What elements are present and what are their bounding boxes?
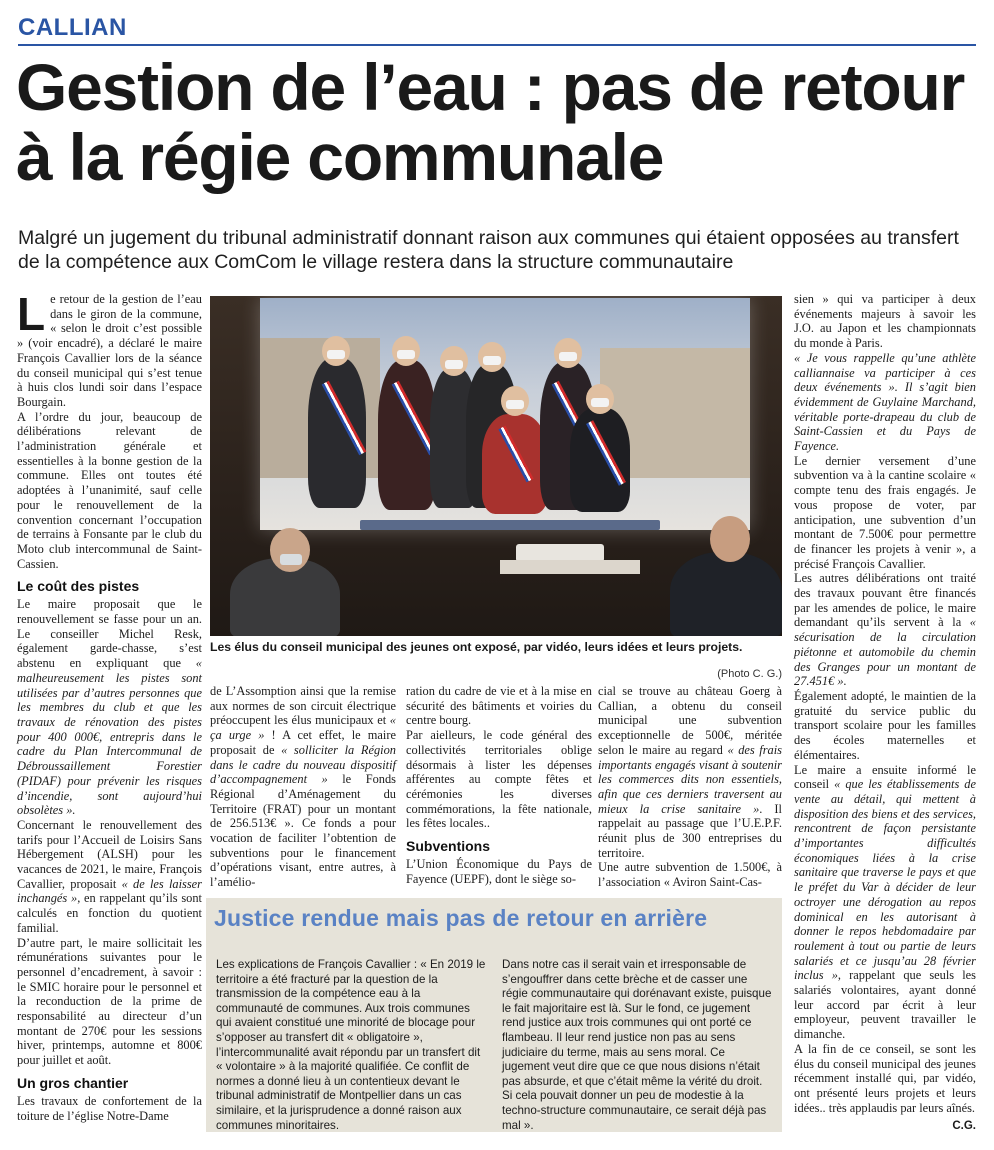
paragraph: L’Union Économique du Pays de Fayence (UEPF), dont le siège so-: [406, 857, 592, 886]
quote-run: « solliciter la Région dans le cadre du nouveau dispositif d’accompagnement »: [210, 742, 396, 787]
quote-run: « ça urge »: [210, 713, 396, 743]
quote-run: « des frais importants engagés visant à soutenir les commerces dits non essentiels, afin que ces derniers traversent au mieux la crise sanitaire »: [598, 742, 782, 816]
paragraph: [17, 597, 202, 818]
paragraph: D’autre part, le maire sollicitait les rémunérations suivantes pour le personnel d’encadrement, à savoir : le SMIC horaire pour le personnel et la reconduction de la prime de responsabilité au directeur d’un montant de 270€ pour les sessions hiver, printemps, automne et 800€ pour juillet et août.: [17, 935, 202, 1068]
article-column-2: [210, 684, 396, 890]
projection-screen: [260, 298, 750, 530]
photo-person-head: [710, 516, 750, 562]
paragraph: sien » qui va participer à deux événements majeurs à savoir les J.O. au Japon et les championnats du monde à Paris.: [794, 292, 976, 351]
quote-run: « malheureusement les pistes sont utilisées par d’autres personnes que les membres du club et que les travaux de rénovation des pistes pour 400 000€, entrepris dans le cadre du Plan Intercommunal de Débroussaillement Forestier (PIDAF) pour prévenir les risques d’incendie, sont aujourd’hui obsolètes ».: [17, 656, 202, 818]
paragraph: A la fin de ce conseil, se sont les élus du conseil municipal des jeunes récemment installé qui, par vidéo, ont présenté leurs projets et leurs idées.. très applaudis par leurs aînés.: [794, 1041, 976, 1115]
quote-run: « de les laisser inchangés »: [17, 876, 202, 906]
paragraph: Également adopté, le maintien de la gratuité du service public du transport scolaire pour les familles des écoles maternelles et élémentaires.: [794, 688, 976, 762]
author-signature: C.G.: [952, 1120, 976, 1133]
text-run: ! A cet effet, le maire proposait de: [210, 728, 396, 757]
photo-credit: (Photo C. G.): [717, 668, 782, 680]
paragraph: ration du cadre de vie et à la mise en sécurité des bâtiments et voiries du centre bourg.: [406, 684, 592, 728]
text-run: Concernant le renouvellement des tarifs pour l’Accueil de Loisirs Sans Hébergement (ALSH) pour les vacances de 2021, le maire, François Cavallier, proposait: [17, 817, 202, 891]
photo-mask: [327, 350, 345, 359]
subhead-cout-pistes: Le coût des pistes: [17, 578, 140, 595]
subhead-gros-chantier: Un gros chantier: [17, 1074, 129, 1091]
sidebar-box-text-right: Dans notre cas il serait vain et irresponsable de s’engouffrer dans cette brèche et de casser une régie communautaire qui dorénavant existe, puisque le fait majoritaire est là. Sur le fond, ce jugement rend justice aux trois communes qui ont porté ce flambeau. Il leur rend justice non pas au sens judiciaire du terme, mais au sens moral. Ce jugement veut dire que ce que nous disions n’était pas absurde, et que c’était même la vérité du droit. Si cela pouvait donner un peu de modestie à la techno-structure communautaire, ce serait déjà pas mal ».: [502, 958, 772, 1132]
photo-mask: [280, 554, 302, 565]
text-run: , en rappelant qu’ils sont calculés en fonction du quotient familial.: [17, 891, 202, 935]
article-column-1: [17, 288, 202, 1123]
photo-table: [500, 560, 640, 574]
photo-mask: [559, 352, 577, 361]
photo-mask: [445, 360, 463, 369]
paragraph: Le dernier versement d’une subvention va à la cantine scolaire « compte tenu des frais engagés. Je vous propose de voter, par anticipation, une subvention d’un montant de 7.500€ pour permettre de financer les projets à venir », a précisé François Cavallier.: [794, 453, 976, 571]
headline: Gestion de l’eau : pas de retour à la régie communale: [16, 50, 965, 194]
photo-person: [670, 552, 782, 636]
photo-caption: Les élus du conseil municipal des jeunes ont exposé, par vidéo, leurs idées et leurs projets.: [210, 640, 743, 654]
text-run: de L’Assomption ainsi que la remise aux normes de son circuit électrique préoccupent les élus municipaux et: [210, 684, 396, 728]
quote-run: « Je vous rappelle qu’une athlète calliannaise va participer à ces deux événements ». Il s’agit bien évidemment de Guylaine Marchand, véritable porte-drapeau du club de Saint-Cassien et du Pays de Fayence.: [794, 350, 976, 454]
sidebar-box-text-left: Les explications de François Cavallier : « En 2019 le territoire a été fracturé par la question de la transmission de la compétence eau à la communauté de communes. Aux trois communes qui avaient constitué une minorité de blocage pour s’opposer au transfert dit « obligatoire », l’intercommunalité avait répondu par un transfert dit « volontaire » à la majorité qualifiée. Ce conflit de normes a donné lieu à un contentieux devant le tribunal administratif de Montpellier dans un cas similaire, et la jurisprudence a donné raison aux communes minoritaires.: [216, 958, 486, 1132]
quote-run: « que les établissements de vente au détail, qui mettent à disposition des biens et des services, rencontrent de façon persistante d’importantes difficultés économiques liées à la crise sanitaire que traverse le pays et que le préfet du Var à décider de leur octroyer une dérogation au repos dominical en les autorisant à donner le repos hebdomadaire par roulement à tout ou partie de leurs salariés et ce jusqu’au 28 février inclus »: [794, 777, 976, 983]
article-column-4: [598, 684, 782, 890]
text-run: le Fonds Régional d’Aménagement du Territoire (FRAT) pour un montant de 256.513€ ». Ce fonds a pour vocation de faciliter l’obtention de subventions pour le financement d’opérations visant, entre autres, à l’amélio-: [210, 772, 396, 890]
photo-person-head: [270, 528, 310, 572]
drop-cap: L: [17, 288, 46, 340]
text-run: , rappelant que seuls les salariés volontaires, ayant donné leur accord par écrit à leur employeur, peuvent travailler le dimanche.: [794, 968, 976, 1042]
photo-mask: [483, 356, 501, 365]
section-label: CALLIAN: [18, 14, 127, 41]
article-column-3: [406, 684, 592, 886]
photo-mask: [591, 398, 609, 407]
paragraph: Les travaux de confortement de la toiture de l’église Notre-Dame: [17, 1093, 202, 1123]
text-run: Le maire a ensuite informé le conseil: [794, 762, 976, 792]
intro-paragraph: [17, 288, 202, 410]
text-run: cial se trouve au château Goerg à Callian, a obtenu du conseil municipal une subvention exceptionnelle de 500€, méritée selon le maire au regard: [598, 684, 782, 757]
photo-person: [482, 414, 548, 514]
article-column-5: [794, 292, 976, 1134]
paragraph: Par aielleurs, le code général des collectivités territoriales oblige désormais à lister les dépenses afférentes au compte fêtes et cérémonies les diverses commémorations, la fête nationale, les fêtes locales..: [406, 728, 592, 831]
photo-person: [308, 358, 366, 508]
paragraph: [794, 351, 976, 454]
subhead-subventions: Subventions: [406, 838, 491, 855]
top-rule: [18, 44, 976, 46]
photo-mask: [397, 350, 415, 359]
paragraph: Une autre subvention de 1.500€, à l’association « Aviron Saint-Cas-: [598, 860, 782, 890]
news-photo: [210, 296, 782, 636]
paragraph: [210, 684, 396, 890]
sidebar-box-title: Justice rendue mais pas de retour en arrière: [214, 905, 708, 931]
text-run: Le maire proposait que le renouvellement se fasse pour un an. Le conseiller Michel Resk, également garde-chasse, s’est abstenu en expliquant que: [17, 597, 202, 671]
video-player-bar: [360, 520, 660, 530]
paragraph: [794, 763, 976, 1042]
photo-person: [570, 408, 630, 512]
paragraph: A l’ordre du jour, beaucoup de délibérations relevant de l’administration générale et essentielles à la bonne gestion de la commune. Elles ont toutes été adoptées à l’unanimité, sauf celle pour le renouvellement de la convention concernant l’occupation de terrains à Fonsante par le club du Moto club intercommunal de Saint-Cassien.: [17, 409, 202, 571]
text-run: . Il rappelait au passage que l’U.E.P.F. réunit plus de 300 entreprises du territoire.: [598, 801, 782, 860]
quote-run: « sécurisation de la circulation piétonne et automobile du chemin des Granges pour un montant de 27.451€ ».: [794, 615, 976, 689]
paragraph: [794, 571, 976, 689]
text-run: Les autres délibérations ont traité des travaux pouvant être financés par les amendes de police, le maire demandant qu’ils servent à la: [794, 571, 976, 630]
deck: Malgré un jugement du tribunal administratif donnant raison aux communes qui étaient opposées au transfert de la compétence aux ComCom le village restera dans la structure communautaire: [18, 227, 959, 273]
paragraph: [17, 818, 202, 936]
paragraph: [598, 684, 782, 860]
photo-mask: [506, 400, 524, 409]
intro-text: e retour de la gestion de l’eau dans le giron de la commune, « selon le droit c’est possible » (voir encadré), a déclaré le maire François Cavallier lors de la séance du conseil municipal qui s’est tenue à huis clos lundi soir dans l’espace Bourgain.: [17, 292, 202, 409]
